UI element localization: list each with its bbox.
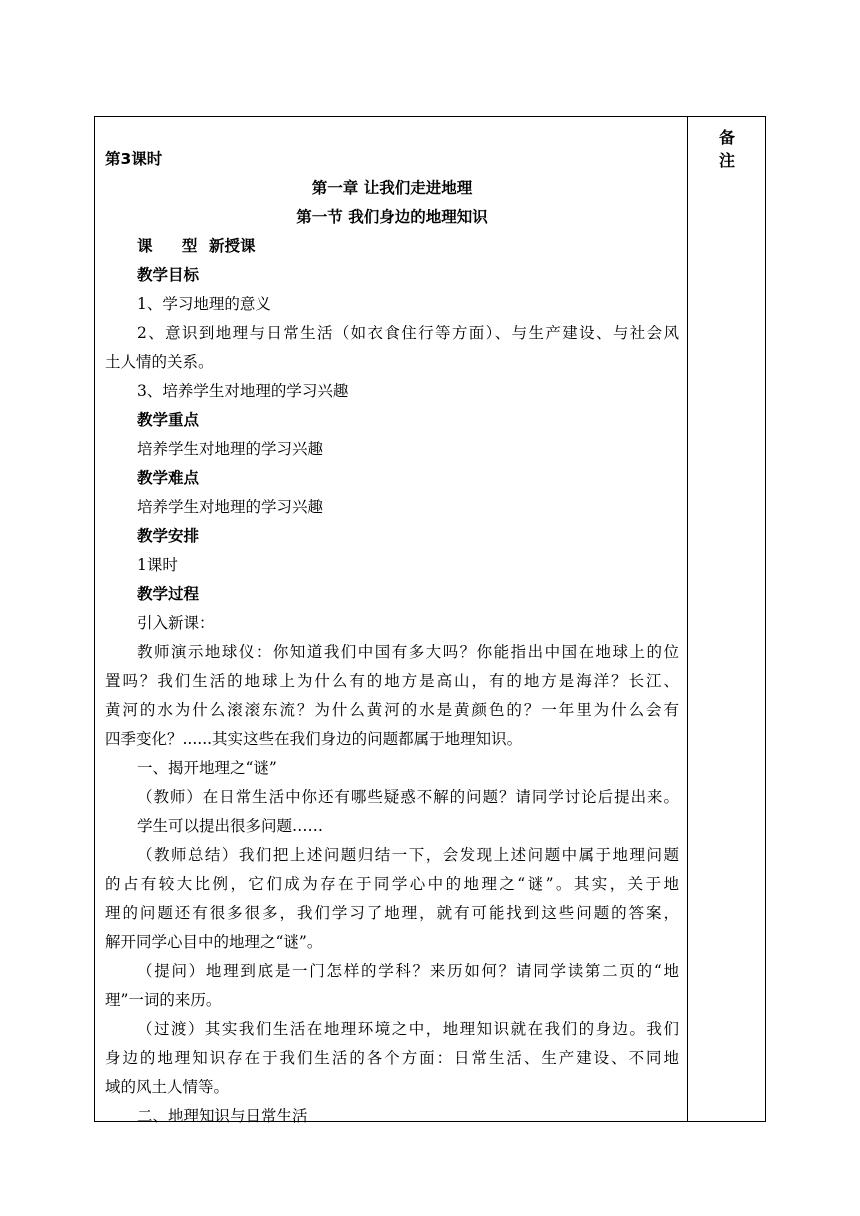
lesson-period: 第3课时 bbox=[105, 150, 163, 168]
process-line: 教师演示地球仪：你知道我们中国有多大吗？你能指出中国在地球上的位 bbox=[137, 643, 679, 661]
process-line: 四季变化？......其实这些在我们身边的问题都属于地理知识。 bbox=[105, 730, 523, 748]
process-line: （过渡）其实我们生活在地理环境之中，地理知识就在我们的身边。我们 bbox=[137, 1020, 679, 1038]
arrangement-heading: 教学安排 bbox=[137, 527, 200, 545]
course-type bbox=[105, 232, 679, 261]
process-line: 身边的地理知识存在于我们生活的各个方面：日常生活、生产建设、不同地 bbox=[105, 1049, 679, 1067]
process-line: 二、地理知识与日常生活 bbox=[137, 1107, 308, 1125]
column-divider bbox=[687, 117, 688, 1121]
arrangement-text: 1课时 bbox=[137, 556, 178, 574]
process-line: （提问）地理到底是一门怎样的学科？来历如何？请同学读第二页的“地 bbox=[137, 962, 679, 980]
remarks-header: 备 注 bbox=[718, 128, 749, 170]
key-points-text: 培养学生对地理的学习兴趣 bbox=[137, 440, 324, 458]
course-type-value: 新授课 bbox=[209, 237, 256, 255]
course-type-label: 课 型 bbox=[137, 237, 210, 255]
section-title: 第一节 我们身边的地理知识 bbox=[296, 208, 488, 226]
objectives-heading: 教学目标 bbox=[137, 266, 200, 284]
difficulties-text: 培养学生对地理的学习兴趣 bbox=[137, 498, 324, 516]
lesson-content bbox=[105, 145, 679, 1131]
chapter-title: 第一章 让我们走进地理 bbox=[311, 179, 473, 197]
process-line: 解开同学心目中的地理之“谜”。 bbox=[105, 933, 323, 951]
process-line: 的占有较大比例，它们成为存在于同学心中的地理之“谜”。其实，关于地 bbox=[105, 875, 679, 893]
process-line: 一、揭开地理之“谜” bbox=[137, 759, 277, 777]
objective-item: 土人情的关系。 bbox=[105, 353, 214, 371]
process-line: 理”一词的来历。 bbox=[105, 991, 222, 1009]
objective-item: 1、学习地理的意义 bbox=[137, 295, 271, 313]
process-line: （教师）在日常生活中你还有哪些疑惑不解的问题？请同学讨论后提出来。 bbox=[137, 788, 679, 806]
process-line: （教师总结）我们把上述问题归结一下，会发现上述问题中属于地理问题 bbox=[137, 846, 679, 864]
difficulties-heading: 教学难点 bbox=[137, 469, 200, 487]
key-points-heading: 教学重点 bbox=[137, 411, 200, 429]
process-line: 理的问题还有很多很多，我们学习了地理，就有可能找到这些问题的答案， bbox=[105, 904, 679, 922]
process-line: 学生可以提出很多问题…… bbox=[137, 817, 324, 835]
intro-label: 引入新课： bbox=[137, 614, 215, 632]
process-line: 置吗？我们生活的地球上为什么有的地方是高山，有的地方是海洋？长江、 bbox=[105, 672, 679, 690]
objective-item: 2、意识到地理与日常生活（如衣食住行等方面）、与生产建设、与社会风 bbox=[137, 324, 679, 342]
process-line: 域的风土人情等。 bbox=[105, 1078, 230, 1096]
lesson-plan-table bbox=[94, 116, 766, 1125]
objective-item: 3、培养学生对地理的学习兴趣 bbox=[137, 382, 349, 400]
process-line: 黄河的水为什么滚滚东流？为什么黄河的水是黄颜色的？一年里为什么会有 bbox=[105, 701, 679, 719]
process-heading: 教学过程 bbox=[137, 585, 200, 603]
